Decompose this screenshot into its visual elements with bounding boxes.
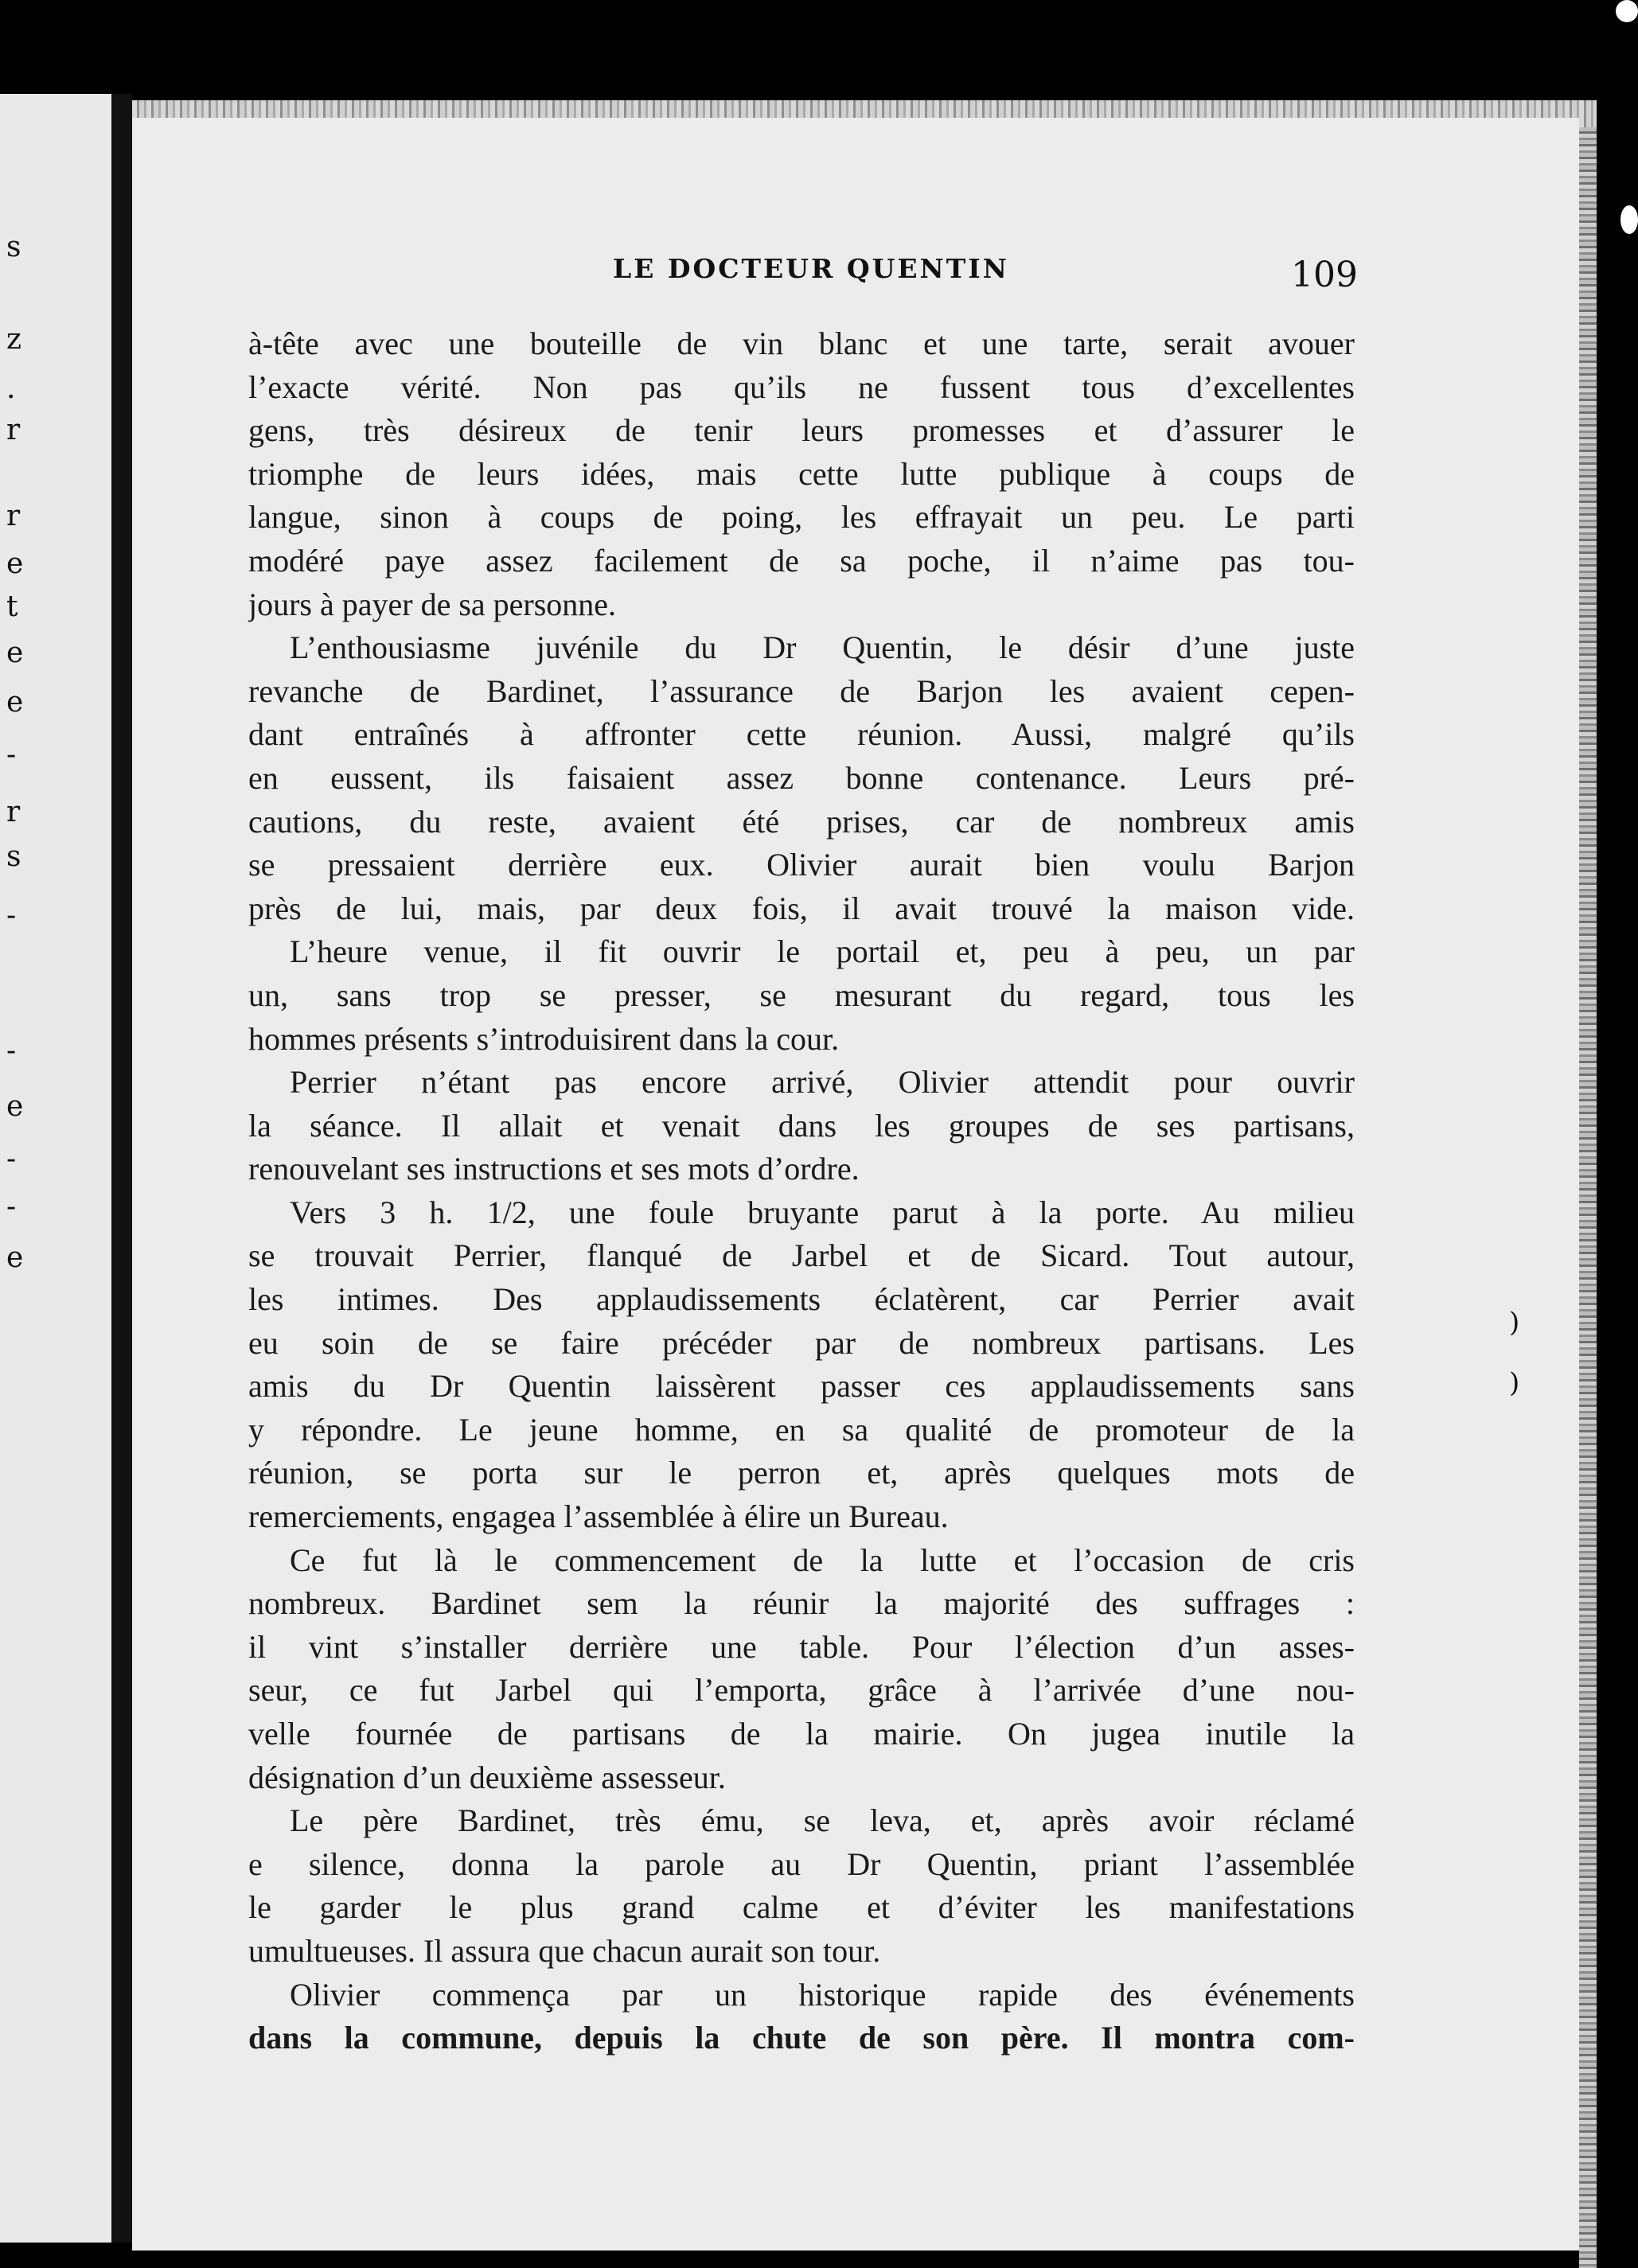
text-line: Perrier n’étant pas encore arrivé, Olivier attendit pour ouvrir xyxy=(290,1064,1355,1101)
left-margin-char: r xyxy=(6,500,21,532)
left-margin-char: s xyxy=(6,231,21,263)
text-line: cautions, du reste, avaient été prises, car de nombreux amis xyxy=(248,803,1355,840)
left-margin-char: e xyxy=(6,548,24,580)
left-margin-char: . xyxy=(6,372,16,405)
text-line: Le père Bardinet, très ému, se leva, et, après avoir réclamé xyxy=(290,1802,1355,1839)
text-line: eu soin de se faire précéder par de nombreux partisans. Les xyxy=(248,1324,1355,1361)
text-line: dant entraînés à affronter cette réunion. Aussi, malgré qu’ils xyxy=(248,716,1355,753)
edge-mark xyxy=(1620,205,1638,234)
text-line: hommes présents s’introduisirent dans la cour. xyxy=(248,1020,840,1057)
text-line: la séance. Il allait et venait dans les groupes de ses partisans, xyxy=(248,1107,1355,1144)
text-line: seur, ce fut Jarbel qui l’emporta, grâce à l’arrivée d’une nou- xyxy=(248,1672,1355,1709)
text-line: en eussent, ils faisaient assez bonne contenance. Leurs pré- xyxy=(248,759,1355,796)
text-line: réunion, se porta sur le perron et, après quelques mots de xyxy=(248,1455,1355,1491)
text-line: jours à payer de sa personne. xyxy=(248,586,617,622)
left-page-edge xyxy=(0,94,115,2243)
text-line: se pressaient derrière eux. Olivier aurait bien voulu Barjon xyxy=(248,847,1355,883)
left-margin-char: e xyxy=(6,637,24,669)
left-margin-char: - xyxy=(6,899,17,932)
text-line: y répondre. Le jeune homme, en sa qualité de promoteur de la xyxy=(248,1411,1355,1448)
text-line: les intimes. Des applaudissements éclatèrent, car Perrier avait xyxy=(248,1281,1355,1318)
left-margin-char: t xyxy=(6,590,18,623)
left-margin-char: - xyxy=(6,738,17,771)
text-line: il vint s’installer derrière une table. Pour l’élection d’un asses- xyxy=(248,1628,1355,1665)
text-line: remerciements, engagea l’assemblée à élire un Bureau. xyxy=(248,1498,949,1535)
left-margin-char: - xyxy=(6,1191,17,1223)
page-stack-edge xyxy=(1579,127,1597,2268)
left-margin-char: - xyxy=(6,1035,17,1067)
text-line: nombreux. Bardinet sem la réunir la majorité des suffrages : xyxy=(248,1585,1355,1622)
text-line: désignation d’un deuxième assesseur. xyxy=(248,1759,726,1795)
running-head: LE DOCTEUR QUENTIN xyxy=(613,253,1009,284)
left-margin-char: s xyxy=(6,840,21,873)
text-line: à-tête avec une bouteille de vin blanc et une tarte, serait avouer xyxy=(248,325,1355,361)
corner-mark xyxy=(1616,0,1638,22)
text-line: le garder le plus grand calme et d’éviter les manifestations xyxy=(248,1889,1355,1926)
text-line: modéré paye assez facilement de sa poche, il n’aime pas tou- xyxy=(248,542,1355,579)
left-margin-char: e xyxy=(6,1241,24,1274)
text-line: L’enthousiasme juvénile du Dr Quentin, le désir d’une juste xyxy=(290,629,1355,666)
book-gutter xyxy=(111,94,132,2243)
text-line: umultueuses. Il assura que chacun aurait son tour. xyxy=(248,1932,881,1969)
text-line: langue, sinon à coups de poing, les effrayait un peu. Le parti xyxy=(248,499,1355,536)
margin-mark: ) xyxy=(1509,1307,1520,1339)
text-line: gens, très désireux de tenir leurs promesses et d’assurer le xyxy=(248,412,1355,449)
left-margin-char: r xyxy=(6,414,21,446)
text-line: un, sans trop se presser, se mesurant du regard, tous les xyxy=(248,976,1355,1013)
text-line: triomphe de leurs idées, mais cette lutte publique à coups de xyxy=(248,455,1355,492)
text-line: e silence, donna la parole au Dr Quentin, priant l’assemblée xyxy=(248,1845,1355,1882)
text-line: velle fournée de partisans de la mairie. On jugea inutile la xyxy=(248,1716,1355,1752)
left-margin-char: z xyxy=(6,323,21,356)
text-line: revanche de Bardinet, l’assurance de Barjon les avaient cepen- xyxy=(248,672,1355,709)
page-number: 109 xyxy=(1291,255,1358,295)
text-line: l’exacte vérité. Non pas qu’ils ne fussent tous d’excellentes xyxy=(248,368,1355,405)
text-line: L’heure venue, il fit ouvrir le portail et, peu à peu, un par xyxy=(290,933,1355,970)
left-margin-char: e xyxy=(6,1090,24,1123)
text-line: dans la commune, depuis la chute de son père. Il montra com- xyxy=(248,2020,1355,2056)
body-text xyxy=(248,322,1355,2060)
left-margin-char: e xyxy=(6,686,24,719)
margin-mark: ) xyxy=(1509,1367,1520,1399)
text-line: Vers 3 h. 1/2, une foule bruyante parut à la porte. Au milieu xyxy=(290,1194,1355,1230)
text-line: Ce fut là le commencement de la lutte et l’occasion de cris xyxy=(290,1541,1355,1578)
text-line: renouvelant ses instructions et ses mots d’ordre. xyxy=(248,1151,860,1187)
left-margin-char: - xyxy=(6,1143,17,1175)
text-line: Olivier commença par un historique rapide des événements xyxy=(290,1976,1355,2013)
left-margin-char: r xyxy=(6,796,21,828)
text-line: se trouvait Perrier, flanqué de Jarbel et de Sicard. Tout autour, xyxy=(248,1237,1355,1274)
text-line: près de lui, mais, par deux fois, il avait trouvé la maison vide. xyxy=(248,890,1355,926)
text-line: amis du Dr Quentin laissèrent passer ces applaudissements sans xyxy=(248,1368,1355,1405)
